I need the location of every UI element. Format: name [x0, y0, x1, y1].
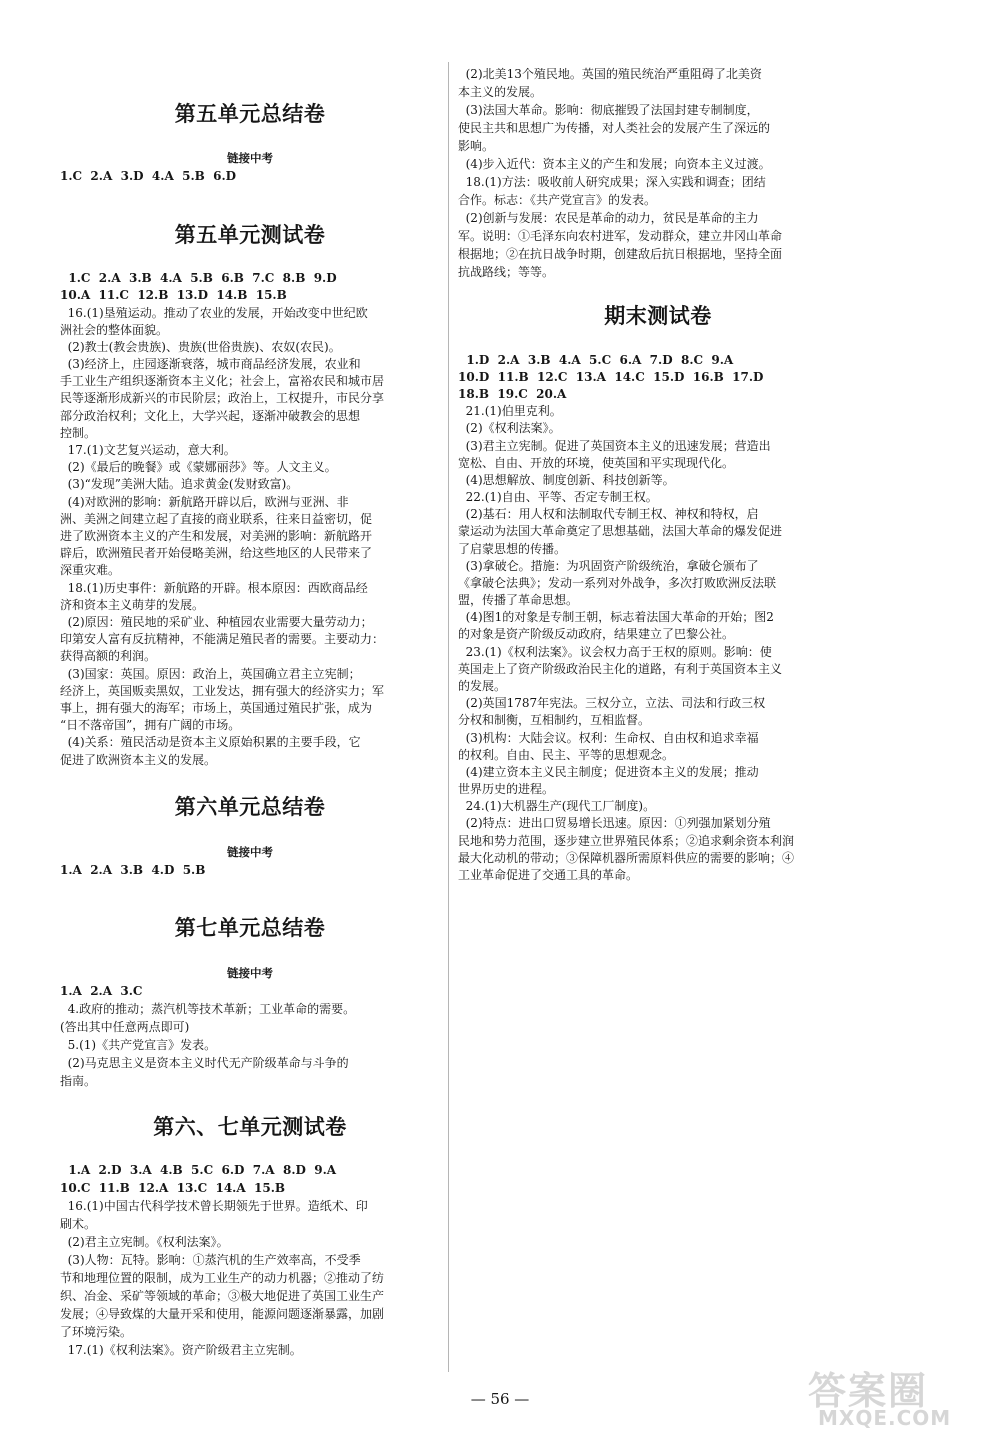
answer-line: 辟后，欧洲殖民者开始侵略美洲，给这些地区的人民带来了: [60, 546, 373, 560]
answer-line: 控制。: [60, 426, 97, 440]
answer-line: 工业革命促进了交通工具的革命。: [458, 868, 639, 882]
answer-line: 影响。: [458, 139, 495, 153]
answer-line: 促进了欧洲资本主义的发展。: [60, 753, 217, 767]
answer-line: 手工业生产组织逐渐资本主义化；社会上，富裕农民和城市居: [60, 374, 385, 388]
answer-line: 洲、美洲之间建立起了直接的商业联系，往来日益密切，促: [60, 512, 373, 526]
answer-line: 17.(1)《权利法案》。资产阶级君主立宪制。: [60, 1343, 302, 1357]
answer-line: 的对象是资产阶级反动政府，结果建立了巴黎公社。: [458, 627, 735, 641]
answer-line: 21.(1)伯里克利。: [458, 404, 562, 418]
answer-line: 5.(1)《共产党宣言》发表。: [60, 1038, 217, 1052]
subheading-link-exam: 链接中考: [227, 966, 273, 980]
answer-line: (4)建立资本主义民主制度；促进资本主义的发展；推动: [458, 765, 759, 779]
answer-line: 1.D 2.A 3.B 4.A 5.C 6.A 7.D 8.C 9.A: [458, 353, 734, 367]
subheading-link-exam: 链接中考: [227, 151, 273, 165]
answer-line: (4)步入近代：资本主义的产生和发展；向资本主义过渡。: [458, 157, 771, 171]
answer-line: 印第安人富有反抗精神，不能满足殖民者的需要。主要动力：: [60, 632, 385, 646]
answer-line: 节和地理位置的限制，成为工业生产的动力机器；②推动了纺: [60, 1271, 385, 1285]
answer-line: “日不落帝国”，拥有广阔的市场。: [60, 718, 241, 732]
answer-line: 指南。: [60, 1074, 97, 1088]
section-title-unit5-summary: 第五单元总结卷: [174, 101, 326, 126]
answer-line: (2)英国1787年宪法。三权分立，立法、司法和行政三权: [458, 696, 766, 710]
section-title-unit6-summary: 第六单元总结卷: [174, 794, 326, 819]
answer-line: 1.A 2.A 3.C: [60, 984, 143, 998]
answer-line: 本主义的发展。: [458, 85, 543, 99]
answer-line: 了环境污染。: [60, 1325, 133, 1339]
answer-line: 军。说明：①毛泽东向农村进军，发动群众，建立井冈山革命: [458, 229, 783, 243]
section-title-unit7-summary: 第七单元总结卷: [174, 915, 326, 940]
answer-line: (2)《最后的晚餐》或《蒙娜丽莎》等。人文主义。: [60, 460, 337, 474]
answer-line: 民等逐渐形成新兴的市民阶层；政治上，工权提升，市民分享: [60, 391, 385, 405]
answer-line: 部分政治权利；文化上，大学兴起，逐渐冲破教会的思想: [60, 409, 361, 423]
answer-line: 进了欧洲资本主义的产生和发展，对美洲的影响：新航路开: [60, 529, 373, 543]
answer-line: 盟，传播了革命思想。: [458, 593, 579, 607]
answer-line: 刷术。: [60, 1217, 97, 1231]
answer-line: (答出其中任意两点即可): [60, 1020, 190, 1034]
answer-line: 18.B 19.C 20.A: [458, 387, 567, 401]
answer-line: (3)法国大革命。影响：彻底摧毁了法国封建专制制度，: [458, 103, 759, 117]
answer-line: (2)马克思主义是资本主义时代无产阶级革命与斗争的: [60, 1056, 349, 1070]
section-title-final-exam: 期末测试卷: [604, 303, 712, 328]
answer-line: 4.政府的推动；蒸汽机等技术革新；工业革命的需要。: [60, 1002, 356, 1016]
answer-line: 的权利。自由、民主、平等的思想观念。: [458, 748, 675, 762]
answer-line: 1.A 2.A 3.B 4.D 5.B: [60, 863, 206, 877]
answer-line: (2)君主立宪制。《权利法案》。: [60, 1235, 229, 1249]
column-divider: [448, 62, 449, 1372]
subheading-link-exam: 链接中考: [227, 845, 273, 859]
answer-line: 1.A 2.D 3.A 4.B 5.C 6.D 7.A 8.D 9.A: [60, 1163, 337, 1177]
answer-line: 事上，拥有强大的海军；市场上，英国通过殖民扩张，成为: [60, 701, 373, 715]
page-number: — 56 —: [470, 1390, 530, 1408]
answer-line: 1.C 2.A 3.B 4.A 5.B 6.B 7.C 8.B 9.D: [60, 271, 337, 285]
answer-line: (4)图1的对象是专制王朝，标志着法国大革命的开始；图2: [458, 610, 774, 624]
answer-line: (3)国家：英国。原因：政治上，英国确立君主立宪制；: [60, 667, 361, 681]
answer-line: (4)对欧洲的影响：新航路开辟以后，欧洲与亚洲、非: [60, 495, 349, 509]
answer-line: (3)机构：大陆会议。权利：生命权、自由权和追求幸福: [458, 731, 759, 745]
answer-line: 18.(1)方法：吸收前人研究成果；深入实践和调查；团结: [458, 175, 766, 189]
answer-line: 16.(1)垦殖运动。推动了农业的发展，开始改变中世纪欧: [60, 306, 368, 320]
section-title-unit5-test: 第五单元测试卷: [174, 222, 326, 247]
answer-line: 深重灾难。: [60, 563, 121, 577]
answer-line: 10.A 11.C 12.B 13.D 14.B 15.B: [60, 288, 287, 302]
answer-line: 10.D 11.B 12.C 13.A 14.C 15.D 16.B 17.D: [458, 370, 764, 384]
answer-line: 16.(1)中国古代科学技术曾长期领先于世界。造纸术、印: [60, 1199, 368, 1213]
answer-line: 17.(1)文艺复兴运动，意大利。: [60, 443, 236, 457]
watermark-logo: [780, 1360, 980, 1440]
answer-line: (3)经济上，庄园逐渐衰落，城市商品经济发展，农业和: [60, 357, 361, 371]
answer-line: (2)原因：殖民地的采矿业、种植园农业需要大量劳动力；: [60, 615, 373, 629]
answer-line: 24.(1)大机器生产(现代工厂制度)。: [458, 799, 656, 813]
answer-line: (2)基石：用人权和法制取代专制王权、神权和特权，启: [458, 507, 759, 521]
answer-line: (4)关系：殖民活动是资本主义原始积累的主要手段，它: [60, 735, 361, 749]
answer-line: 获得高额的利润。: [60, 649, 157, 663]
answer-block-unit5-test: [60, 0, 440, 767]
answer-line: 了启蒙思想的传播。: [458, 542, 567, 556]
answer-line: (2)北美13个殖民地。英国的殖民统治严重阻碍了北美资: [458, 67, 762, 81]
answer-line: 抗战路线；等等。: [458, 265, 555, 279]
answer-line: (2)《权利法案》。: [458, 421, 561, 435]
answer-line: 分权和制衡，互相制约，互相监督。: [458, 713, 651, 727]
answer-line: 23.(1)《权利法案》。议会权力高于王权的原则。影响：使: [458, 645, 772, 659]
answer-line: 济和资本主义萌芽的发展。: [60, 598, 205, 612]
answer-line: 织、冶金、采矿等领域的革命；③极大地促进了英国工业生产: [60, 1289, 385, 1303]
answer-line: 最大化动机的带动；③保障机器所需原料供应的需要的影响；④: [458, 851, 795, 865]
answer-line: (3)人物：瓦特。影响：①蒸汽机的生产效率高，不受季: [60, 1253, 361, 1267]
answer-line: (4)思想解放、制度创新、科技创新等。: [458, 473, 675, 487]
answer-line: 民地和势力范围，逐步建立世界殖民体系；②追求剩余资本利润: [458, 834, 795, 848]
answer-line: 经济上，英国贩卖黑奴，工业发达，拥有强大的经济实力；军: [60, 684, 385, 698]
answer-line: 世界历史的进程。: [458, 782, 555, 796]
answer-line: 英国走上了资产阶级政治民主化的道路，有利于英国资本主义: [458, 662, 783, 676]
answer-line: (3)拿破仑。措施：为巩固资产阶级统治，拿破仑颁布了: [458, 559, 759, 573]
answer-line: 1.C 2.A 3.D 4.A 5.B 6.D: [60, 169, 237, 183]
answer-line: 的发展。: [458, 679, 507, 693]
watermark-url: MXQE.COM: [818, 1406, 952, 1430]
answer-line: (2)教士(教会贵族)、贵族(世俗贵族)、农奴(农民)。: [60, 340, 341, 354]
answer-line: 根据地；②在抗日战争时期，创建敌后抗日根据地，坚持全面: [458, 247, 783, 261]
answer-line: 宽松、自由、开放的环境，使英国和平实现现代化。: [458, 456, 735, 470]
answer-line: 22.(1)自由、平等、否定专制王权。: [458, 490, 658, 504]
answer-line: (3)君主立宪制。促进了英国资本主义的迅速发展；营造出: [458, 439, 771, 453]
answer-line: 合作。标志：《共产党宣言》的发表。: [458, 193, 657, 207]
answer-line: 蒙运动为法国大革命奠定了思想基础，法国大革命的爆发促进: [458, 524, 783, 538]
answer-line: 洲社会的整体面貌。: [60, 323, 169, 337]
answer-line: 10.C 11.B 12.A 13.C 14.A 15.B: [60, 1181, 286, 1195]
answer-line: 18.(1)历史事件：新航路的开辟。根本原因：西欧商品经: [60, 581, 368, 595]
answer-line: (3)“发现”美洲大陆。追求黄金(发财致富)。: [60, 477, 299, 491]
answer-line: (2)创新与发展：农民是革命的动力，贫民是革命的主力: [458, 211, 759, 225]
answer-line: 发展；④导致煤的大量开采和使用，能源问题逐渐暴露，加剧: [60, 1307, 385, 1321]
answer-line: (2)特点：进出口贸易增长迅速。原因：①列强加紧划分殖: [458, 816, 771, 830]
answer-line: 使民主共和思想广为传播，对人类社会的发展产生了深远的: [458, 121, 771, 135]
section-title-unit6-7-test: 第六、七单元测试卷: [153, 1114, 347, 1139]
answer-line: 《拿破仑法典》；发动一系列对外战争，多次打败欧洲反法联: [458, 576, 777, 590]
watermark-logo-text: 答案圈: [808, 1369, 929, 1413]
